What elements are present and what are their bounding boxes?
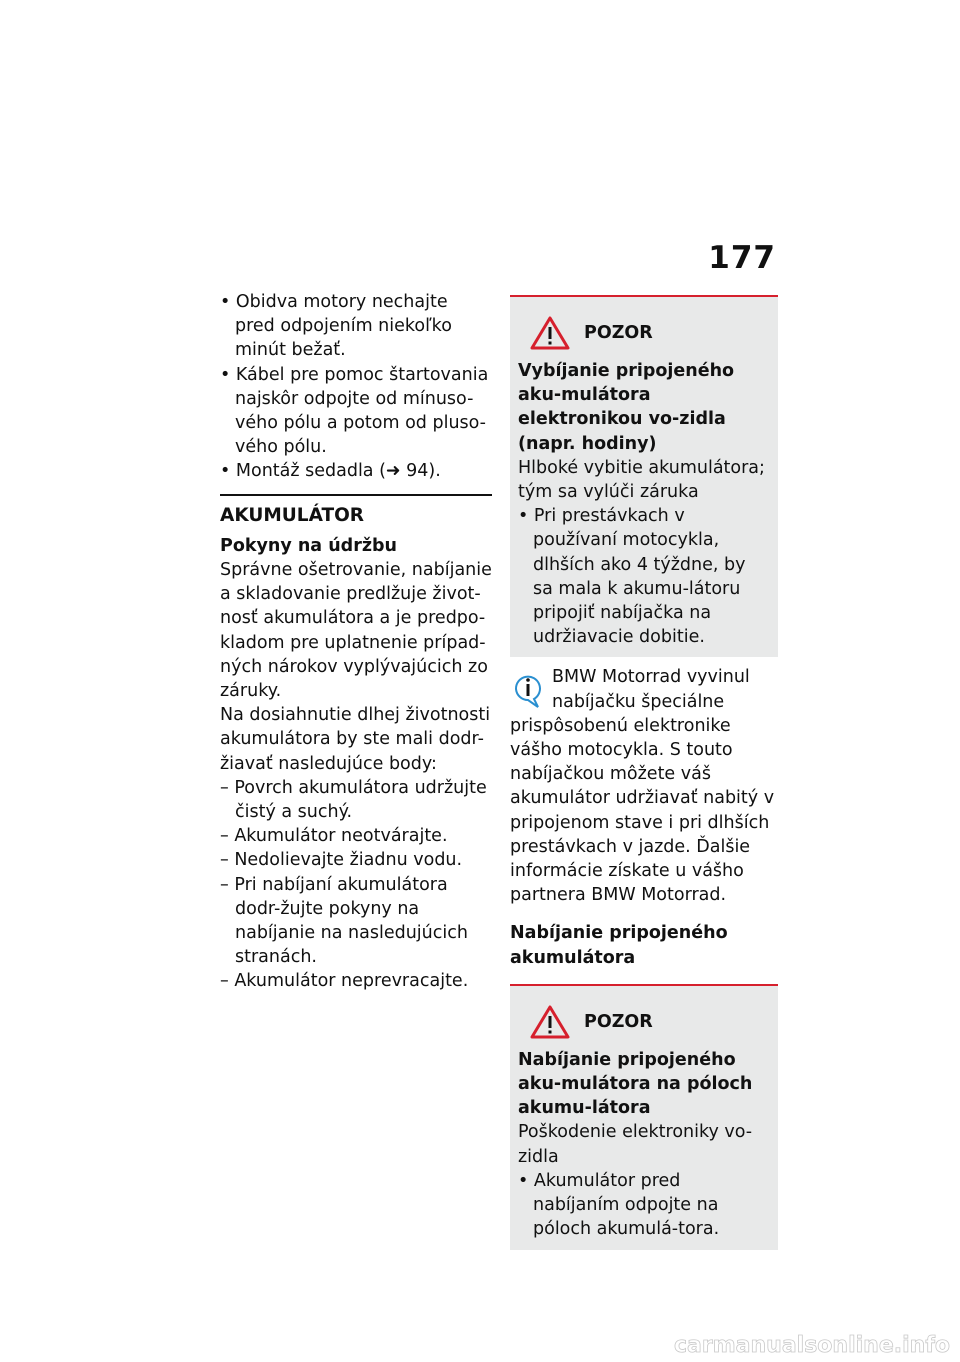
warning-title: Nabíjanie pripojeného aku-mulátora na póloch akumu-látora [518, 1049, 753, 1119]
info-text: BMW Motorrad vyvinul nabíjačku špeciálne prispôsobenú elektronike vášho motocykla. S touto nabíjačkou môžete váš akumulátor udržiavať nabitý v pripojenom stave i pri dlhších prestávkach v jazde. Ďalšie informácie získate u vášho partnera BMW Motorrad. [510, 667, 775, 906]
list-item: – Nedolievajte žiadnu vodu. [220, 850, 463, 871]
list-item: – Povrch akumulátora udržujte čistý a suchý. [220, 777, 487, 823]
list-item: – Pri nabíjaní akumulátora dodr-žujte pokyny na nabíjanie na nasledujúcich stranách. [220, 874, 468, 968]
section-divider [220, 494, 492, 496]
warning-text: Hlboké vybitie akumulátora; tým sa vylúči záruka [518, 457, 765, 503]
warning-box [510, 984, 778, 1250]
info-note [510, 665, 778, 907]
paragraph: Na dosiahnutie dlhej životnosti akumulátora by ste mali dodr-žiavať nasledujúce body: [220, 705, 491, 774]
right-column [510, 295, 778, 1250]
warning-title: Vybíjanie pripojeného aku-mulátora elektronikou vo-zidla (napr. hodiny) [518, 361, 735, 454]
info-icon [510, 665, 546, 709]
page-number: 177 [708, 240, 776, 276]
warning-box [510, 295, 778, 657]
list-item: • Pri prestávkach v používaní motocykla, dlhších ako 4 týždne, by sa mala k akumu-látoru pripojiť nabíjačka na udržiavacie dobitie. [518, 506, 746, 648]
list-item: – Akumulátor neprevracajte. [220, 971, 469, 992]
section-heading: AKUMULÁTOR [220, 504, 365, 526]
warning-triangle-icon [530, 1005, 570, 1039]
list-item: • Kábel pre pomoc štartovania najskôr odpojte od mínuso-vého pólu a potom od pluso-vého pólu. [220, 364, 489, 458]
list-item: • Montáž sedadla (➜ 94). [220, 461, 441, 482]
watermark [600, 1328, 960, 1362]
section-heading: Nabíjanie pripojeného akumulátora [510, 923, 728, 968]
list-item: • Obidva motory nechajte pred odpojením niekoľko minút bežať. [220, 292, 452, 361]
warning-label: POZOR [584, 1011, 653, 1032]
list-item: – Akumulátor neotvárajte. [220, 826, 448, 847]
subheading: Pokyny na údržbu [220, 535, 397, 556]
paragraph: Správne ošetrovanie, nabíjanie a skladovanie predlžuje život-nosť akumulátora a je predpo-kladom pre uplatnenie prípad-ných nárokov vyplývajúcich zo záruky. [220, 560, 492, 702]
warning-triangle-icon [530, 316, 570, 350]
list-item: • Akumulátor pred nabíjaním odpojte na póloch akumulá-tora. [518, 1170, 720, 1240]
svg-text:carmanualsonline.info: carmanualsonline.info [674, 1333, 950, 1358]
warning-text: Poškodenie elektroniky vo-zidla [518, 1122, 753, 1167]
warning-label: POZOR [584, 322, 653, 343]
left-column [220, 290, 492, 994]
